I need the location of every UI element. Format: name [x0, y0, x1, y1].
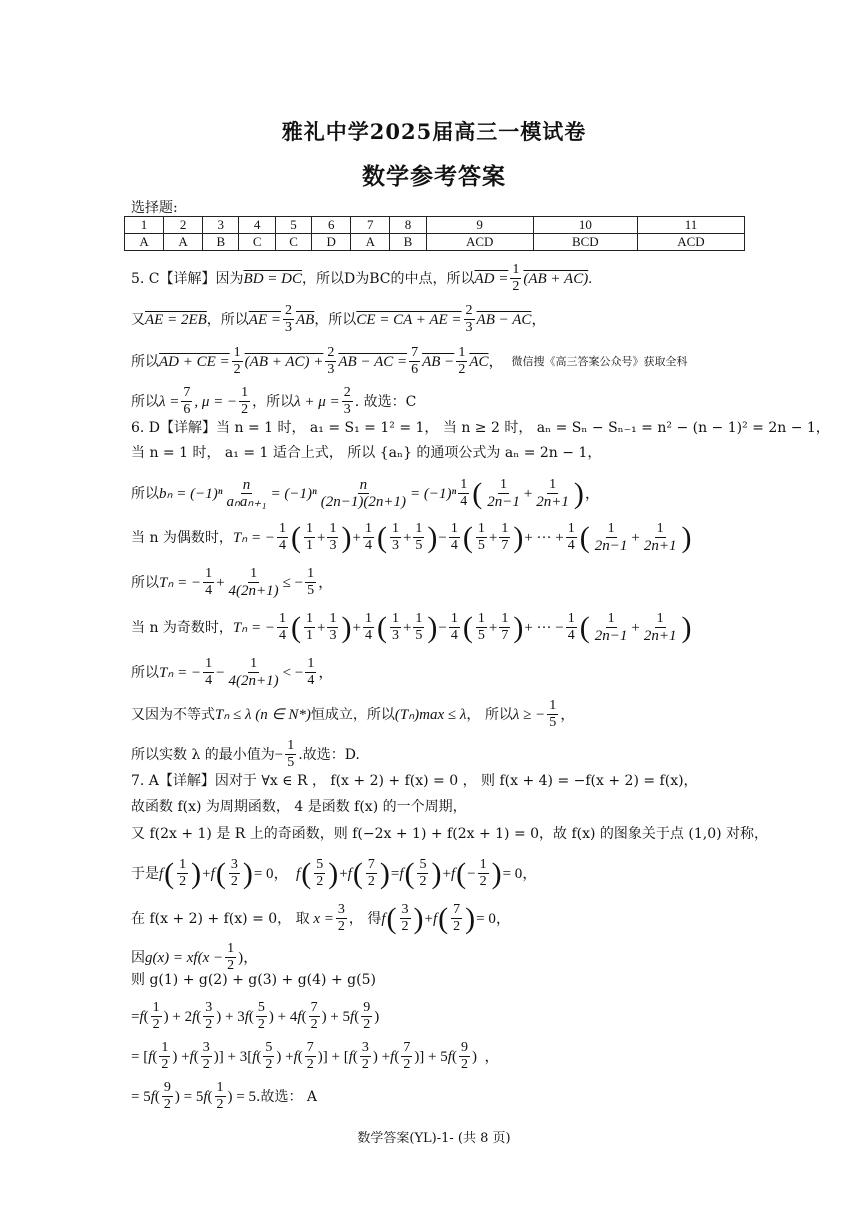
q5-fraction: $\frac{1}{2}$: [512, 262, 520, 294]
page-footer: 数学答案(YL)-1- (共 8 页): [357, 1131, 511, 1146]
q6-text: ， 所以: [466, 706, 513, 723]
q6-math: Tₙ = −: [232, 619, 275, 636]
q5-vector-eq: BD = DC: [243, 270, 302, 287]
q5-math: AE = 2EB: [145, 311, 207, 328]
q7-line-1: 7. A【详解】因对于 ∀x ∈ R ， f(x + 2) + f(x) = 0 ， 则 f(x + 4) = −f(x + 2) = f(x)，: [131, 773, 698, 789]
answer-table-answer-row: [125, 234, 745, 251]
q5-math: AB − AC: [476, 311, 532, 328]
question-number-cell: 2: [164, 217, 203, 234]
q6-math: = (−1)ⁿ: [409, 485, 457, 502]
q6-math: Tₙ = −: [159, 574, 202, 591]
q6-text: 所以: [131, 574, 159, 591]
q5-fraction: $\frac{2}{3}$: [284, 303, 292, 335]
q5-math: λ + μ =: [294, 393, 340, 410]
q6-line-4: 当 n 为偶数时， Tₙ = − $\frac{1}{4}$ ( $\frac{1}{1}$ + $\frac{1}{3}$ ) + $\frac{1}{4}$ ( $\frac{1}{3}$ + $\frac{1}{5}$ ) − $\frac{1}{4}$ ( $\frac{1}{5}$ + $\frac{1}{7}$ ) + ··· + $\frac{1}{4}$ ( $\frac{1}{2n-1}$ + $\frac{1}{2n+1}$ ): [131, 520, 692, 554]
q7-line-9: = [ f ( $\frac{1}{2}$ ) + f ( $\frac{3}{2}$ )] + 3[ f ( $\frac{5}{2}$ ) + f ( $\frac{7}{2}$ )] + [ f ( $\frac{3}{2}$ ) + f ( $\frac{7}{2}$ )] + 5 f ( $\frac{9}{2}$ ) ，: [131, 1040, 500, 1072]
q6-text: 所以: [131, 485, 159, 502]
answer-cell: ACD: [637, 234, 744, 251]
q5-line-2: 又 AE = 2EB ，所以 AE = $\frac{2}{3}$ $\overline{AB}$ ，所以 CE = CA + AE = $\frac{2}{3}$ AB − AC ，: [131, 303, 547, 335]
question-number-cell: 5: [275, 217, 311, 234]
q7-line-10: = 5 f ( $\frac{9}{2}$ ) = 5 f ( $\frac{1}{2}$ ) = 5 .故选： A: [131, 1080, 318, 1112]
q5-math: AB − AC =: [338, 353, 408, 370]
q5-math: AD =: [474, 270, 509, 287]
q5-line-4: [131, 385, 416, 418]
q7-text: ， 得: [348, 910, 382, 927]
q5-text: ，所以: [314, 311, 357, 328]
q5-math: , μ = −: [194, 393, 238, 410]
watermark-note: 微信搜《高三答案公众号》获取全科: [511, 354, 688, 368]
q7-line-8: = f ( $\frac{1}{2}$ ) + 2 f ( $\frac{3}{2}$ ) + 3 f ( $\frac{5}{2}$ ) + 4 f ( $\frac{7}{2}$ ) + 5 f ( $\frac{9}{2}$ ): [131, 1000, 380, 1032]
q7-line-6: 因 g(x) = xf(x − $\frac{1}{2}$ )，: [131, 941, 259, 973]
q5-math: $\overline{AB}$: [295, 311, 315, 328]
q7-line-7: 则 g(1) + g(2) + g(3) + g(4) + g(5): [131, 972, 376, 988]
q5-fraction: $\frac{1}{2}$: [458, 345, 466, 377]
q5-fraction: $\frac{2}{3}$: [343, 385, 351, 417]
answer-cell: BCD: [533, 234, 637, 251]
q6-line-3: 所以 bₙ = (−1)ⁿ $\frac{n}{\text{aₙaₙ₊₁}}$ = (−1)ⁿ $\frac{n}{(2n-1)(2n+1)}$ = (−1)ⁿ $\frac{1}{4}$ ( $\frac{1}{2n-1}$ + $\frac{1}{2n+1}$ ) ，: [131, 476, 600, 510]
q6-line-6: 当 n 为奇数时， Tₙ = − $\frac{1}{4}$ ( $\frac{1}{1}$ + $\frac{1}{3}$ ) + $\frac{1}{4}$ ( $\frac{1}{3}$ + $\frac{1}{5}$ ) − $\frac{1}{4}$ ( $\frac{1}{5}$ + $\frac{1}{7}$ ) + ··· − $\frac{1}{4}$ ( $\frac{1}{2n-1}$ + $\frac{1}{2n+1}$ ): [131, 610, 692, 644]
answer-cell: A: [125, 234, 164, 251]
question-number-cell: 3: [203, 217, 239, 234]
q5-text: 所以: [131, 393, 159, 410]
q7-line-5: 在 f(x + 2) + f(x) = 0， 取 x = $\frac{3}{2}$ ， 得 f ( $\frac{3}{2}$ ) + f ( $\frac{7}{2}$ ) = 0，: [131, 901, 511, 935]
q6-math: bₙ = (−1)ⁿ: [159, 485, 223, 502]
q5-fraction: $\frac{2}{3}$: [465, 303, 473, 335]
q6-line-2: 当 n = 1 时， a₁ = 1 适合上式， 所以 {aₙ} 的通项公式为 aₙ = 2n − 1，: [131, 445, 602, 461]
q5-text: ，所以D为BC的中点，所以: [302, 270, 475, 287]
answer-cell: A: [164, 234, 203, 251]
question-number-cell: 4: [239, 217, 275, 234]
q5-line-3: 所以 AD + CE = $\frac{1}{2}$ (AB + AC) + $\frac{2}{3}$ AB − AC = $\frac{7}{6}$ AB − $\frac{1}{2}$ $\overline{AC}$ ， 微信搜《高三答案公众号》获取全科: [131, 345, 688, 377]
q7-line-4: 于是 f ( $\frac{1}{2}$ ) + f ( $\frac{3}{2}$ ) = 0， f ( $\frac{5}{2}$ ) + f ( $\frac{7}{2}$ ) = f ( $\frac{5}{2}$ ) + f ( − $\frac{1}{2}$ ) = 0，: [131, 856, 538, 890]
answer-cell: ACD: [426, 234, 533, 251]
question-number-cell: 6: [312, 217, 351, 234]
q6-text: 当 n 为偶数时，: [131, 529, 233, 546]
q6-text: 又因为不等式: [131, 706, 215, 723]
q6-math: Tₙ ≤ λ (n ∈ N*): [215, 706, 311, 723]
q6-math: = (−1)ⁿ: [270, 485, 317, 502]
q5-math: AB −: [422, 353, 455, 370]
q7-text: 在 f(x + 2) + f(x) = 0， 取: [131, 910, 310, 927]
q6-line-5: 所以 Tₙ = − $\frac{1}{4}$ + $\frac{1}{4(2n+1)}$ ≤ − $\frac{1}{5}$ ，: [131, 566, 334, 599]
q5-text: ，所以: [206, 311, 249, 328]
q6-math: Tₙ = −: [159, 664, 202, 681]
q7-math: g(x) = xf(x −: [145, 949, 224, 966]
question-number-cell: 7: [351, 217, 390, 234]
q6-line-8: 又因为不等式 Tₙ ≤ λ (n ∈ N*) 恒成立，所以 (Tₙ)max ≤ λ ， 所以 λ ≥ − $\frac{1}{5}$ ，: [131, 698, 576, 730]
question-number-cell: 1: [125, 217, 164, 234]
q6-math: Tₙ = −: [232, 529, 275, 546]
q5-math: CE = CA + AE =: [356, 311, 462, 328]
q5-math: AD + CE =: [159, 353, 230, 370]
q6-fraction: $\frac{1}{2n+1}$: [536, 477, 569, 510]
q5-fraction: $\frac{1}{2}$: [233, 345, 241, 377]
page-subtitle: 数学参考答案: [362, 163, 506, 190]
q5-text: 又: [131, 311, 145, 328]
q5-fraction: $\frac{1}{2}$: [241, 385, 249, 417]
answer-cell: A: [351, 234, 390, 251]
q6-fraction: $\frac{n}{(2n-1)(2n+1)}$: [320, 477, 406, 510]
answer-cell: D: [312, 234, 351, 251]
q7-text: 于是: [131, 865, 159, 882]
q6-text: 当 n 为奇数时，: [131, 619, 233, 636]
q5-text: ，所以: [252, 393, 295, 410]
q6-fraction: $\frac{1}{4}$: [460, 477, 468, 509]
q6-text: 所以: [131, 664, 159, 681]
q6-line-7: 所以 Tₙ = − $\frac{1}{4}$ − $\frac{1}{4(2n+1)}$ < − $\frac{1}{4}$ ，: [131, 656, 334, 689]
q6-text: 恒成立，所以: [310, 706, 395, 723]
answer-cell: C: [275, 234, 311, 251]
answer-cell: C: [239, 234, 275, 251]
q6-math: (Tₙ)max ≤ λ: [394, 706, 467, 723]
q5-math: AE =: [248, 311, 281, 328]
q6-line-1: 6. D【详解】当 n = 1 时， a₁ = S₁ = 1² = 1， 当 n ≥ 2 时， aₙ = Sₙ − Sₙ₋₁ = n² − (n − 1)² = 2n − 1，: [131, 420, 830, 436]
q7-text: 因: [131, 949, 145, 966]
page-title: 雅礼中学2025届高三一模试卷: [281, 119, 587, 144]
section-label: 选择题:: [131, 200, 178, 216]
q5-math: $\overline{AC}$: [469, 353, 489, 370]
question-number-cell: 9: [426, 217, 533, 234]
q5-fraction: $\frac{2}{3}$: [327, 345, 335, 377]
q5-line-1: 5. C【详解】因为 BD = DC ，所以D为BC的中点，所以 AD = $\frac{1}{2}$ (AB + AC) .: [131, 262, 592, 294]
q5-text: 5. C【详解】因为: [131, 270, 244, 287]
question-number-cell: 11: [637, 217, 744, 234]
q7-text: .故选： A: [256, 1088, 318, 1105]
q6-fraction: $\frac{n}{\text{aₙaₙ₊₁}}$: [226, 477, 267, 510]
q5-math: λ =: [159, 393, 180, 410]
q6-fraction: $\frac{1}{2n-1}$: [487, 477, 520, 510]
answer-cell: B: [203, 234, 239, 251]
q5-math: (AB + AC): [523, 270, 589, 287]
q6-math: −: [274, 746, 284, 763]
q6-text: 所以实数 λ 的最小值为: [131, 746, 275, 763]
q6-text: .故选：D.: [298, 746, 360, 763]
question-number-cell: 10: [533, 217, 637, 234]
q5-fraction: $\frac{7}{6}$: [411, 345, 419, 377]
answer-table-number-row: [125, 217, 745, 234]
q6-math: λ ≥ −: [512, 706, 546, 723]
q7-line-2: 故函数 f(x) 为周期函数， 4 是函数 f(x) 的一个周期，: [131, 799, 467, 815]
q5-fraction: $\frac{7}{6}$: [183, 385, 191, 417]
q5-text: 所以: [131, 353, 159, 370]
q7-line-3: 又 f(2x + 1) 是 R 上的奇函数，则 f(−2x + 1) + f(2x + 1) = 0，故 f(x) 的图象关于点 (1,0) 对称，: [131, 826, 769, 842]
answer-table: [124, 216, 745, 251]
q5-math: (AB + AC) +: [244, 353, 324, 370]
answer-cell: B: [390, 234, 426, 251]
question-number-cell: 8: [390, 217, 426, 234]
q5-text: . 故选：C: [354, 393, 417, 410]
q6-line-9: 所以实数 λ 的最小值为 − $\frac{1}{5}$ .故选：D.: [131, 738, 360, 770]
